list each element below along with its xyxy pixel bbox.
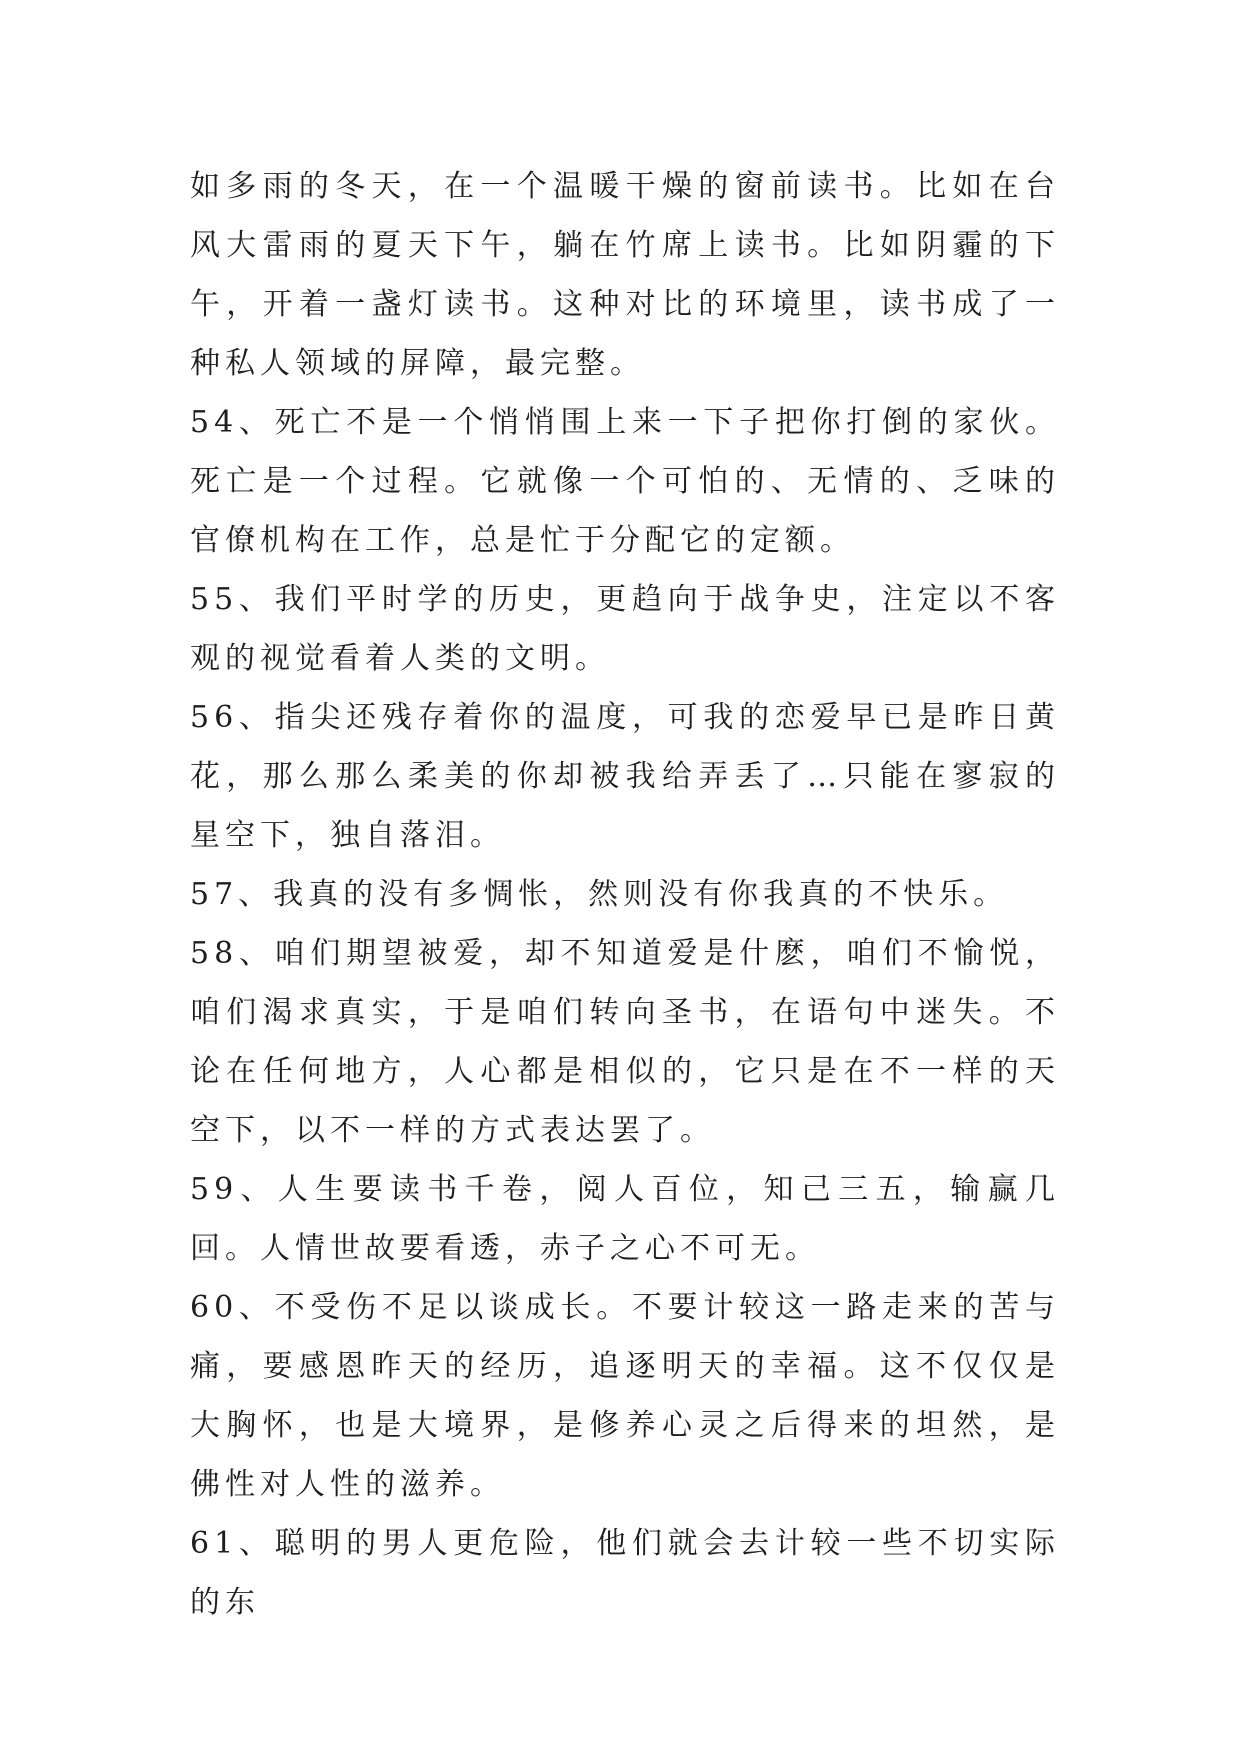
paragraph-54: 54、死亡不是一个悄悄围上来一下子把你打倒的家伙。死亡是一个过程。它就像一个可怕的、无情的、乏味的官僚机构在工作，总是忙于分配它的定额。 (190, 405, 1060, 558)
document-body (190, 157, 1060, 1632)
paragraph-55: 55、我们平时学的历史，更趋向于战争史，注定以不客观的视觉看着人类的文明。 (190, 582, 1060, 676)
paragraph-59: 59、人生要读书千卷，阅人百位，知己三五，输赢几回。人情世故要看透，赤子之心不可无。 (190, 1172, 1060, 1266)
paragraph-60: 60、不受伤不足以谈成长。不要计较这一路走来的苦与痛，要感恩昨天的经历，追逐明天的幸福。这不仅仅是大胸怀，也是大境界，是修养心灵之后得来的坦然，是佛性对人性的滋养。 (190, 1290, 1060, 1502)
paragraph-61: 61、聪明的男人更危险，他们就会去计较一些不切实际的东 (190, 1526, 1060, 1620)
paragraph-58: 58、咱们期望被爱，却不知道爱是什麽，咱们不愉悦，咱们渴求真实，于是咱们转向圣书，在语句中迷失。不论在任何地方，人心都是相似的，它只是在不一样的天空下，以不一样的方式表达罢了。 (190, 936, 1060, 1148)
paragraph-57: 57、我真的没有多惆怅，然则没有你我真的不快乐。 (190, 877, 1009, 912)
paragraph-continuation: 如多雨的冬天，在一个温暖干燥的窗前读书。比如在台风大雷雨的夏天下午，躺在竹席上读书。比如阴霾的下午，开着一盏灯读书。这种对比的环境里，读书成了一种私人领域的屏障，最完整。 (190, 169, 1060, 381)
paragraph-56: 56、指尖还残存着你的温度，可我的恋爱早已是昨日黄花，那么那么柔美的你却被我给弄丢了…只能在寥寂的星空下，独自落泪。 (190, 700, 1060, 853)
